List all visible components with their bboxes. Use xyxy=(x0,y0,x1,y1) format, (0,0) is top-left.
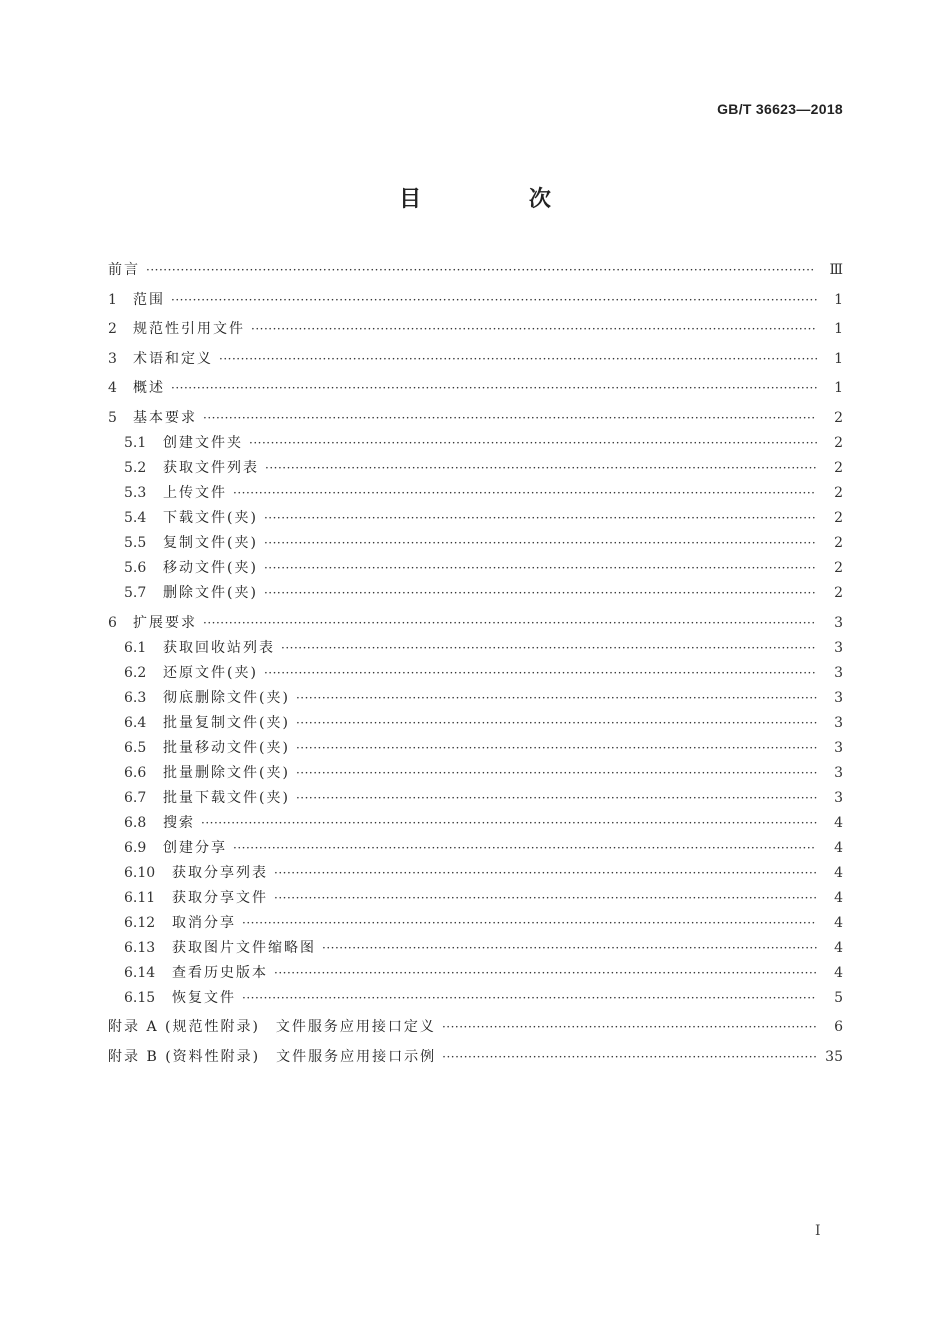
toc-entry-label: 批量复制文件(夹) xyxy=(163,714,290,731)
toc-entry[interactable] xyxy=(124,813,843,833)
toc-entry-page: 6 xyxy=(834,1019,843,1036)
toc-entry-label: 获取回收站列表 xyxy=(163,639,275,656)
toc-entry-page: 1 xyxy=(834,321,843,338)
dot-leader: ································································································································ xyxy=(263,536,817,550)
toc-entry-label: 获取分享文件 xyxy=(172,889,268,906)
toc-entry-page: 3 xyxy=(834,764,843,781)
toc-entry[interactable] xyxy=(124,763,843,783)
dot-leader: ·············································································································································· xyxy=(203,411,816,425)
toc-entry-label: 获取分享列表 xyxy=(172,864,268,881)
dot-leader: ······························································································································ xyxy=(274,890,818,905)
toc-entry-number: 6.2 xyxy=(124,664,147,681)
toc-entry-number: 3 xyxy=(108,350,117,367)
toc-entry[interactable] xyxy=(108,408,843,428)
toc-entry-number: 6.11 xyxy=(124,889,156,906)
toc-entry-page: 3 xyxy=(834,789,843,806)
toc-entry-label: 彻底删除文件(夹) xyxy=(163,689,290,706)
toc-entry-page: 2 xyxy=(834,460,843,476)
toc-entry-number: 6.4 xyxy=(124,714,147,731)
toc-entry-number: 5.3 xyxy=(124,485,147,501)
dot-leader: ························································································································· xyxy=(295,740,818,755)
dot-leader: ····································································································································· xyxy=(242,915,816,930)
toc-entry-number: 6.10 xyxy=(124,864,156,881)
toc-entry-label: 前言 xyxy=(108,262,140,278)
dot-leader: ························································································································· xyxy=(295,790,818,805)
toc-entry-label: 创建文件夹 xyxy=(163,435,243,451)
dot-leader: ································································································································ xyxy=(265,461,818,475)
toc-entry-number: 5.1 xyxy=(124,435,147,451)
dot-leader: ······························································································································ xyxy=(274,965,818,980)
toc-entry[interactable] xyxy=(124,963,843,983)
toc-entry-page: Ⅲ xyxy=(829,262,843,278)
toc-entry-number: 6.13 xyxy=(124,939,156,956)
toc-entry-page: 4 xyxy=(834,814,843,831)
page-number: Ⅰ xyxy=(815,1223,821,1239)
toc-entry-label: 范围 xyxy=(133,291,165,308)
toc-entry[interactable] xyxy=(124,838,843,858)
toc-entry-number: 5.5 xyxy=(124,535,147,551)
toc-entry[interactable] xyxy=(108,378,843,398)
toc-entry-number: 6.1 xyxy=(124,639,147,656)
toc-entry-number: 6.3 xyxy=(124,689,147,706)
toc-entry[interactable] xyxy=(124,483,843,503)
toc-entry[interactable] xyxy=(108,613,843,633)
toc-entry-label: 删除文件(夹) xyxy=(163,585,258,601)
toc-entry-page: 4 xyxy=(834,964,843,981)
toc-entry-label: 创建分享 xyxy=(163,839,227,856)
dot-leader: ······················································································································································ xyxy=(171,381,819,396)
toc-entry-label: 上传文件 xyxy=(163,485,227,501)
toc-entry[interactable] xyxy=(124,663,843,683)
toc-entry-number: 5.6 xyxy=(124,560,147,576)
toc-entry-page: 2 xyxy=(834,535,843,551)
toc-entry[interactable] xyxy=(124,713,843,733)
dot-leader: ························································································································· xyxy=(295,715,818,730)
toc-entry-number: 6.14 xyxy=(124,964,156,981)
dot-leader: ··························································································································································· xyxy=(146,263,815,277)
dot-leader: ··················································································································· xyxy=(322,940,819,955)
toc-entry-label: 搜索 xyxy=(163,814,195,831)
dot-leader: ······················································································· xyxy=(441,1020,818,1035)
toc-entry-number: 6.12 xyxy=(124,914,156,931)
dot-leader: ······································································································································· xyxy=(233,840,816,855)
toc-entry-number: 6.5 xyxy=(124,739,147,756)
toc-entry-label: 获取文件列表 xyxy=(163,460,259,476)
dot-leader: ··········································································································································· xyxy=(219,351,819,366)
toc-entry[interactable] xyxy=(124,638,843,658)
toc-entry-number: 6.9 xyxy=(124,839,147,856)
toc-entry-page: 4 xyxy=(834,889,843,906)
toc-entry[interactable] xyxy=(124,938,843,958)
toc-entry-page: 3 xyxy=(834,739,843,756)
dot-leader: ··································································································································· xyxy=(251,322,817,337)
dot-leader: ·············································································································································· xyxy=(203,615,816,630)
toc-entry-label: 基本要求 xyxy=(133,410,197,426)
toc-entry-page: 3 xyxy=(834,664,843,681)
toc-entry-page: 1 xyxy=(834,350,843,367)
toc-entry-page: 2 xyxy=(834,485,843,501)
toc-entry[interactable] xyxy=(124,888,843,908)
dot-leader: ································································································································ xyxy=(263,586,817,600)
standard-number: GB/T 36623—2018 xyxy=(717,101,843,117)
toc-entry[interactable] xyxy=(124,688,843,708)
dot-leader: ································································································································ xyxy=(263,511,817,525)
toc-entry-page: 4 xyxy=(834,839,843,856)
dot-leader: ······································································································································· xyxy=(233,486,816,500)
toc-entry-page: 2 xyxy=(834,560,843,576)
toc-entry[interactable] xyxy=(124,988,843,1008)
toc-entry-number: 5.7 xyxy=(124,585,147,601)
toc-entry[interactable] xyxy=(124,738,843,758)
toc-entry-number: 6.15 xyxy=(124,989,156,1006)
toc-entry-number: 5.4 xyxy=(124,510,147,526)
toc-entry[interactable] xyxy=(124,508,843,528)
dot-leader: ··············································································································································· xyxy=(201,815,818,830)
toc-entry-label: 查看历史版本 xyxy=(172,964,268,981)
toc-entry[interactable] xyxy=(108,1017,843,1037)
toc-entry-number: 6.7 xyxy=(124,789,147,806)
toc-entry-label: 附录 B (资料性附录) 文件服务应用接口示例 xyxy=(108,1048,437,1065)
toc-entry-page: 5 xyxy=(834,989,843,1006)
toc-entry[interactable] xyxy=(124,788,843,808)
dot-leader: ······················································································· xyxy=(442,1049,818,1064)
toc-entry-number: 6 xyxy=(108,614,117,631)
toc-entry-page: 35 xyxy=(825,1048,843,1065)
toc-entry-page: 3 xyxy=(834,689,843,706)
dot-leader: ···································································································································· xyxy=(249,436,819,450)
toc-entry[interactable] xyxy=(124,533,843,553)
toc-entry-page: 2 xyxy=(834,435,843,451)
toc-entry-page: 4 xyxy=(834,864,843,881)
toc-entry-number: 4 xyxy=(108,380,117,397)
toc-entry[interactable] xyxy=(124,458,843,478)
dot-leader: ························································································································· xyxy=(295,690,818,705)
toc-entry-label: 概述 xyxy=(133,380,165,397)
toc-entry-label: 术语和定义 xyxy=(133,350,213,367)
toc-entry[interactable] xyxy=(124,583,843,603)
toc-entry-page: 4 xyxy=(834,939,843,956)
toc-entry[interactable] xyxy=(108,319,843,339)
toc-entry-page: 2 xyxy=(834,585,843,601)
toc-entry-page: 1 xyxy=(834,380,843,397)
toc-entry-page: 1 xyxy=(834,291,843,308)
toc-entry-label: 扩展要求 xyxy=(133,614,197,631)
toc-entry-page: 3 xyxy=(834,714,843,731)
toc-entry-number: 6.8 xyxy=(124,814,147,831)
dot-leader: ································································································································ xyxy=(263,561,817,575)
dot-leader: ····································································································································· xyxy=(242,990,816,1005)
toc-entry-label: 取消分享 xyxy=(172,914,236,931)
toc-entry-label: 还原文件(夹) xyxy=(163,664,258,681)
toc-entry-number: 6.6 xyxy=(124,764,147,781)
toc-entry-page: 2 xyxy=(834,510,843,526)
dot-leader: ································································································································ xyxy=(263,665,817,680)
toc-entry[interactable] xyxy=(124,433,843,453)
toc-entry[interactable] xyxy=(108,290,843,310)
toc-entry-page: 2 xyxy=(834,410,843,426)
dot-leader: ························································································································· xyxy=(295,765,818,780)
dot-leader: ······················································································································································ xyxy=(171,292,819,307)
dot-leader: ···························································································································· xyxy=(281,640,816,655)
toc-entry-label: 移动文件(夹) xyxy=(163,560,258,576)
page-title: 目 次 xyxy=(399,187,601,212)
toc-entry-label: 规范性引用文件 xyxy=(133,321,245,338)
toc-entry-label: 恢复文件 xyxy=(172,989,236,1006)
toc-entry-number: 1 xyxy=(108,291,117,308)
toc-entry[interactable] xyxy=(108,1047,843,1067)
toc-entry-label: 附录 A (规范性附录) 文件服务应用接口定义 xyxy=(108,1019,436,1036)
toc-entry-page: 4 xyxy=(834,914,843,931)
toc-entry[interactable] xyxy=(124,863,843,883)
toc-entry[interactable] xyxy=(124,558,843,578)
toc-entry-number: 5 xyxy=(108,410,117,426)
toc-entry[interactable] xyxy=(108,260,843,280)
toc-entry-page: 3 xyxy=(834,614,843,631)
toc-entry-number: 2 xyxy=(108,321,117,338)
toc-entry-label: 获取图片文件缩略图 xyxy=(172,939,316,956)
toc-entry-label: 批量下载文件(夹) xyxy=(163,789,290,806)
toc-entry-label: 下载文件(夹) xyxy=(163,510,258,526)
dot-leader: ······························································································································ xyxy=(274,865,818,880)
toc-entry[interactable] xyxy=(124,913,843,933)
toc-entry-page: 3 xyxy=(834,639,843,656)
toc-entry-label: 批量删除文件(夹) xyxy=(163,764,290,781)
toc-entry-number: 5.2 xyxy=(124,460,147,476)
toc-entry-label: 批量移动文件(夹) xyxy=(163,739,290,756)
toc-entry[interactable] xyxy=(108,349,843,369)
toc-entry-label: 复制文件(夹) xyxy=(163,535,258,551)
